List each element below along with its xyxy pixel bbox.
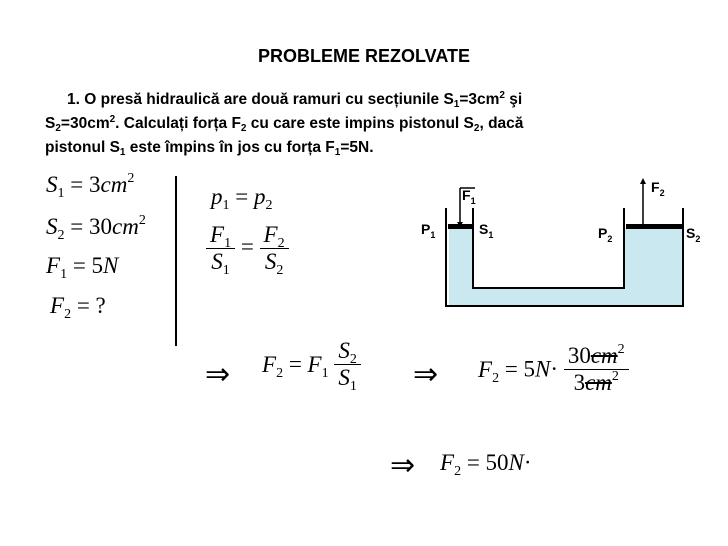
given-s1: $S_1 = 3cm^2$ bbox=[46, 171, 135, 201]
problem-line-3: pistonul $S_1$ este împins în jos cu forța $F_1=5N$. bbox=[45, 139, 374, 158]
force-ratio-equation: $\frac{F_1}{S_1}$ = $\frac{F_2}{S_2}$ bbox=[206, 222, 289, 275]
given-s2: $S_2 = 30cm^2$ bbox=[46, 213, 146, 243]
label-f2: $F_2$ bbox=[651, 179, 665, 198]
liquid bbox=[449, 228, 683, 306]
problem-line-1: 1. O presă hidraulică are două ramuri cu secțiunile $S_1=3cm^2$ şi bbox=[67, 90, 523, 110]
separator-line bbox=[175, 176, 177, 346]
implies-arrow-1: ⇒ bbox=[205, 357, 231, 392]
inner-wall bbox=[473, 208, 624, 288]
label-p2: $P_2$ bbox=[598, 225, 613, 244]
fraction-f2-s2: $\frac{F_2}{S_2}$ bbox=[260, 222, 289, 275]
pressure-equality: $p_1 = p_2$ bbox=[211, 184, 273, 213]
problem-line-2: $S_2=30cm^2$. Calculați forța $F_2$ cu care este impins pistonul $S_2$, dacă bbox=[45, 114, 524, 134]
given-f2: $F_2$ = ? bbox=[50, 293, 106, 322]
numeric-substitution: $F_2 = 5N\cdot$ $\frac{30cm^2}{3cm^2}$ bbox=[478, 343, 629, 396]
final-result: $F_2 = 50N\cdot$ bbox=[440, 450, 532, 479]
label-f1: $F_1$ bbox=[462, 187, 476, 206]
hydraulic-press-diagram bbox=[415, 168, 715, 318]
implies-arrow-3: ⇒ bbox=[390, 448, 416, 483]
piston-2 bbox=[626, 224, 682, 229]
problem-statement bbox=[45, 88, 685, 160]
label-p1: $P_1$ bbox=[421, 221, 436, 240]
page-title: PROBLEME REZOLVATE bbox=[257, 46, 470, 66]
implies-arrow-2: ⇒ bbox=[413, 357, 439, 392]
force-2-arrowhead bbox=[640, 178, 646, 184]
label-s2: $S_2$ bbox=[686, 225, 701, 244]
label-s1: $S_1$ bbox=[479, 221, 494, 240]
given-f1: $F_1 = 5N$ bbox=[46, 253, 119, 282]
fraction-f1-s1: $\frac{F_1}{S_1}$ bbox=[206, 222, 235, 275]
formula-f2: $F_2 = F_1$ $\frac{S_2}{S_1}$ bbox=[262, 338, 361, 391]
